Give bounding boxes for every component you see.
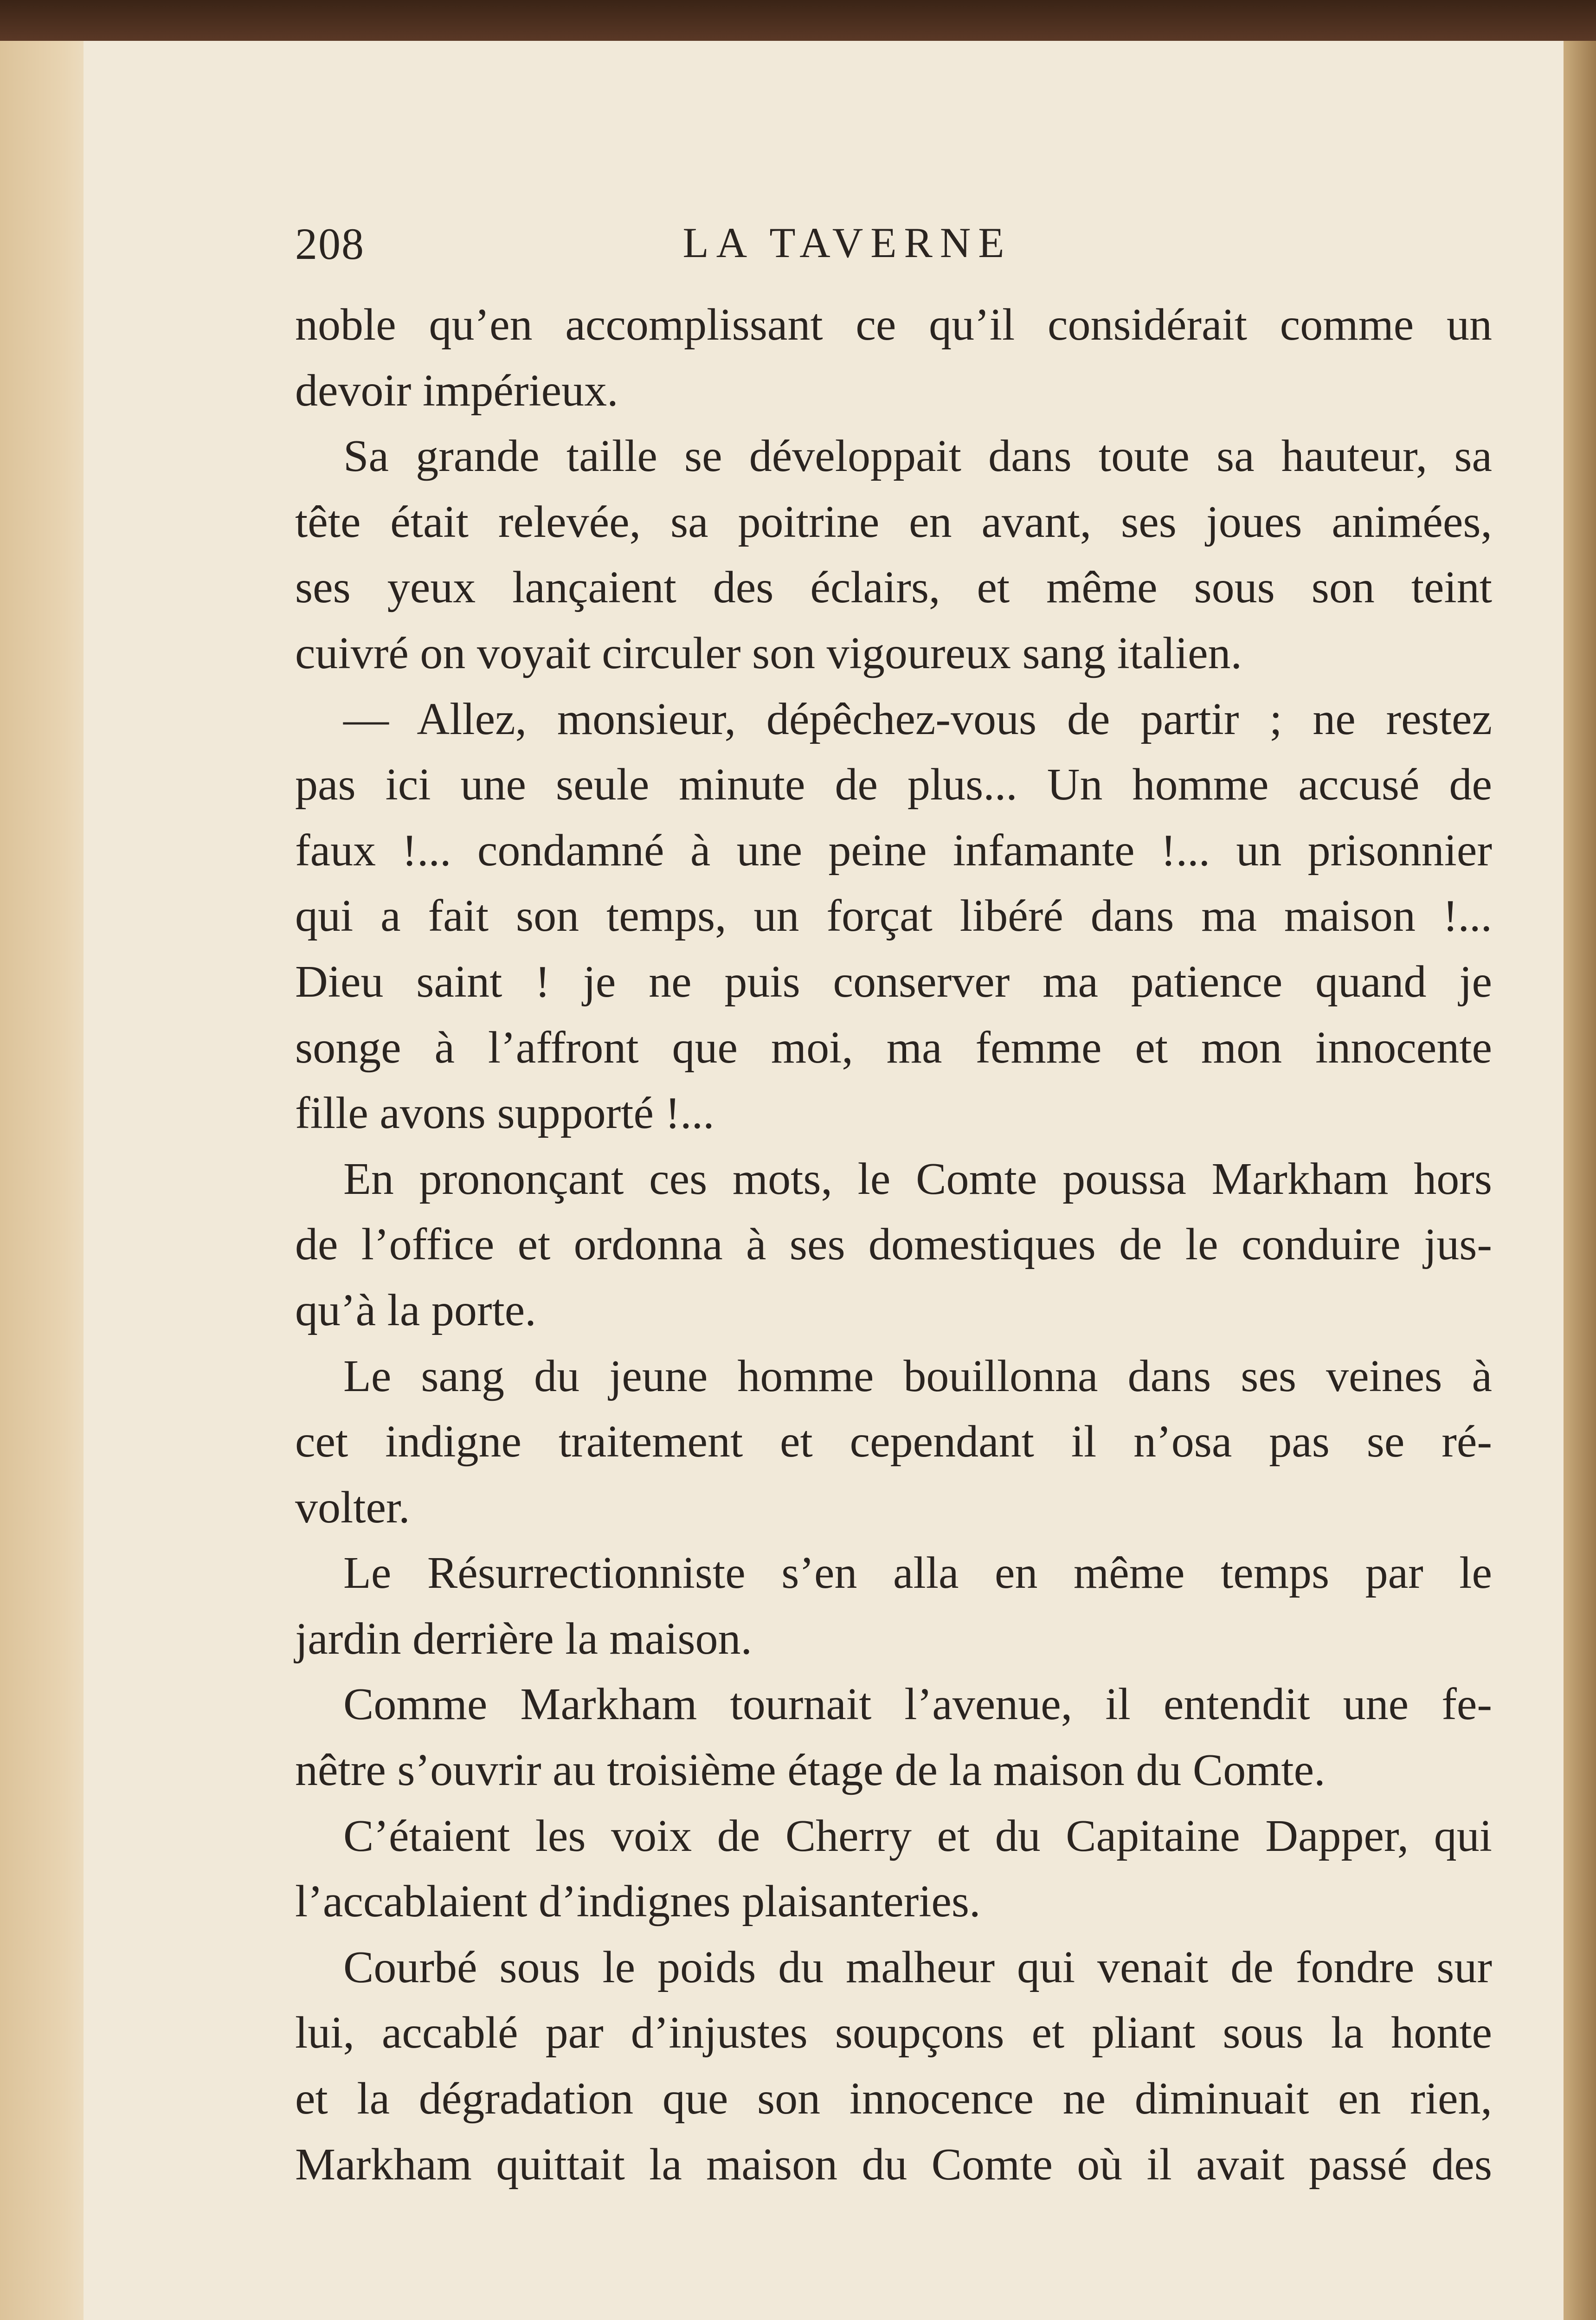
text-line: Le sang du jeune homme bouillonna dans ses veines à <box>343 1351 1492 1401</box>
text-line: faux !... condamné à une peine infamante !... un prisonnier <box>295 825 1492 876</box>
text-line: fille avons supporté !... <box>295 1088 714 1139</box>
text-line: — Allez, monsieur, dépêchez-vous de partir ; ne restez <box>343 694 1492 744</box>
text-line: Courbé sous le poids du malheur qui venait de fondre sur <box>343 1942 1492 1992</box>
text-line: Sa grande taille se développait dans toute sa hauteur, sa <box>343 431 1492 482</box>
text-line: l’accablaient d’indignes plaisanteries. <box>295 1876 981 1927</box>
text-line: volter. <box>295 1482 410 1533</box>
text-line: ses yeux lançaient des éclairs, et même sous son teint <box>295 562 1492 613</box>
page-header <box>295 218 1492 278</box>
page-number: 208 <box>295 219 365 269</box>
running-title: LA TAVERNE <box>682 219 1012 266</box>
text-line: C’étaient les voix de Cherry et du Capitaine Dapper, qui <box>343 1811 1492 1861</box>
text-line: devoir impérieux. <box>295 365 618 416</box>
text-line: qu’à la porte. <box>295 1285 536 1335</box>
text-line: cet indigne traitement et cependant il n’osa pas se ré- <box>295 1417 1492 1467</box>
text-line: songe à l’affront que moi, ma femme et mon innocente <box>295 1022 1492 1073</box>
text-line: de l’office et ordonna à ses domestiques de le conduire jus- <box>295 1219 1492 1270</box>
text-line: et la dégradation que son innocence ne diminuait en rien, <box>295 2074 1492 2124</box>
book-cover-edge <box>0 0 1596 41</box>
body-text <box>295 292 1492 2198</box>
text-line: tête était relevée, sa poitrine en avant, ses joues animées, <box>295 496 1492 547</box>
text-line: Markham quittait la maison du Comte où il avait passé des <box>295 2139 1492 2190</box>
text-line: lui, accablé par d’injustes soupçons et pliant sous la honte <box>295 2008 1492 2058</box>
text-line: nêtre s’ouvrir au troisième étage de la maison du Comte. <box>295 1745 1326 1796</box>
text-line: cuivré on voyait circuler son vigoureux sang italien. <box>295 628 1242 678</box>
text-line: Dieu saint ! je ne puis conserver ma patience quand je <box>295 956 1492 1007</box>
text-line: qui a fait son temps, un forçat libéré dans ma maison !... <box>295 891 1492 941</box>
text-line: noble qu’en accomplissant ce qu’il considérait comme un <box>295 300 1492 350</box>
text-line: jardin derrière la maison. <box>295 1613 753 1664</box>
text-line: En prononçant ces mots, le Comte poussa Markham hors <box>343 1154 1492 1204</box>
text-line: Le Résurrectionniste s’en alla en même temps par le <box>343 1548 1492 1598</box>
text-line: Comme Markham tournait l’avenue, il entendit une fe- <box>343 1679 1492 1730</box>
text-line: pas ici une seule minute de plus... Un homme accusé de <box>295 760 1492 810</box>
page-fore-edge <box>1564 41 1596 2320</box>
